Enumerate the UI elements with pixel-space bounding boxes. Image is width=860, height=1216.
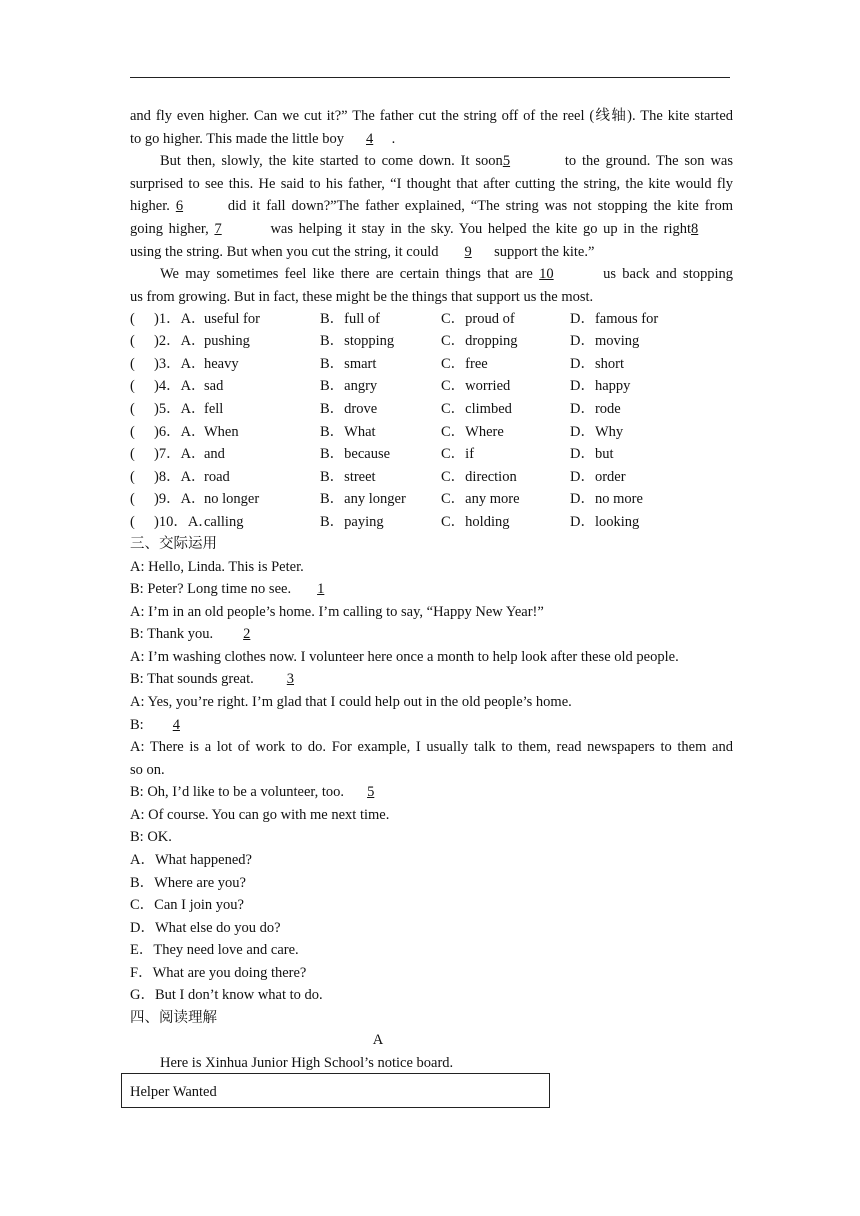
part-label: A <box>372 1032 384 1048</box>
notice-box <box>121 1073 550 1108</box>
section-heading: 四、阅读理解 <box>130 1010 217 1026</box>
intro-text: Here is Xinhua Junior High School’s notice board. <box>160 1055 454 1071</box>
passage-line: But then, slowly, the kite started to come down. It soon5 to the ground. The son was <box>160 153 733 169</box>
dialogue-line: A: Of course. You can go with me next time. <box>130 807 390 823</box>
blank-10[interactable]: 10 <box>539 266 554 282</box>
dialogue-line: B: 4 <box>130 715 733 735</box>
answer-option[interactable]: C．Can I join you? <box>130 897 244 913</box>
dialogue-line: A: Hello, Linda. This is Peter. <box>130 559 304 575</box>
blank-6[interactable]: 6 <box>175 198 184 214</box>
dialogue-line: A: There is a lot of work to do. For example, I usually talk to them, read newspapers to them and <box>130 739 733 755</box>
passage-line: and fly even higher. Can we cut it?” The father cut the string off of the reel (线轴). The kite started <box>130 108 733 124</box>
passage-line: going higher, 7 was helping it stay in the sky. You helped the kite go up in the right8 <box>130 219 733 239</box>
dialogue-line: B: Oh, I’d like to be a volunteer, too. 5 <box>130 782 733 802</box>
answer-option[interactable]: D．What else do you do? <box>130 920 281 936</box>
dialogue-blank-1[interactable]: 1 <box>317 581 325 597</box>
dialogue-line: A: I’m washing clothes now. I volunteer here once a month to help look after these old people. <box>130 649 679 665</box>
passage-line: us from growing. But in fact, these might be the things that support us the most. <box>130 289 594 305</box>
section-heading: 三、交际运用 <box>130 536 217 552</box>
passage-line: to go higher. This made the little boy 4 . <box>130 131 396 147</box>
dialogue-line: A: I’m in an old people’s home. I’m calling to say, “Happy New Year!” <box>130 604 544 620</box>
answer-option[interactable]: A．What happened? <box>130 852 252 868</box>
dialogue-blank-2[interactable]: 2 <box>243 626 251 642</box>
blank-5[interactable]: 5 <box>502 153 511 169</box>
dialogue-line: A: Yes, you’re right. I’m glad that I could help out in the old people’s home. <box>130 694 572 710</box>
dialogue-line: B: OK. <box>130 829 172 845</box>
passage-line: surprised to see this. He said to his father, “I thought that after cutting the string, the kite would fly <box>130 176 733 192</box>
dialogue-line: B: Thank you. 2 <box>130 624 733 644</box>
answer-option[interactable]: G．But I don’t know what to do. <box>130 987 323 1003</box>
passage-line: We may sometimes feel like there are certain things that are 10 us back and stopping <box>160 266 734 282</box>
header-rule <box>130 77 730 78</box>
blank-7[interactable]: 7 <box>214 221 222 237</box>
dialogue-blank-5[interactable]: 5 <box>367 784 375 800</box>
passage-line: using the string. But when you cut the string, it could 9 support the kite.” <box>130 244 595 260</box>
answer-option[interactable]: F．What are you doing there? <box>130 965 307 981</box>
dialogue-line: B: Peter? Long time no see. 1 <box>130 579 733 599</box>
notice-title: Helper Wanted <box>130 1084 217 1100</box>
dialogue-blank-4[interactable]: 4 <box>172 717 180 733</box>
dialogue-blank-3[interactable]: 3 <box>286 671 295 687</box>
blank-8[interactable]: 8 <box>691 221 699 237</box>
blank-9[interactable]: 9 <box>464 244 472 260</box>
dialogue-line: so on. <box>130 762 165 778</box>
blank-4[interactable]: 4 <box>365 131 374 147</box>
answer-option[interactable]: B．Where are you? <box>130 875 246 891</box>
passage-line: higher. 6 did it fall down?”The father explained, “The string was not stopping the kite from <box>130 198 733 214</box>
answer-option[interactable]: E．They need love and care. <box>130 942 299 958</box>
dialogue-line: B: That sounds great. 3 <box>130 669 733 689</box>
